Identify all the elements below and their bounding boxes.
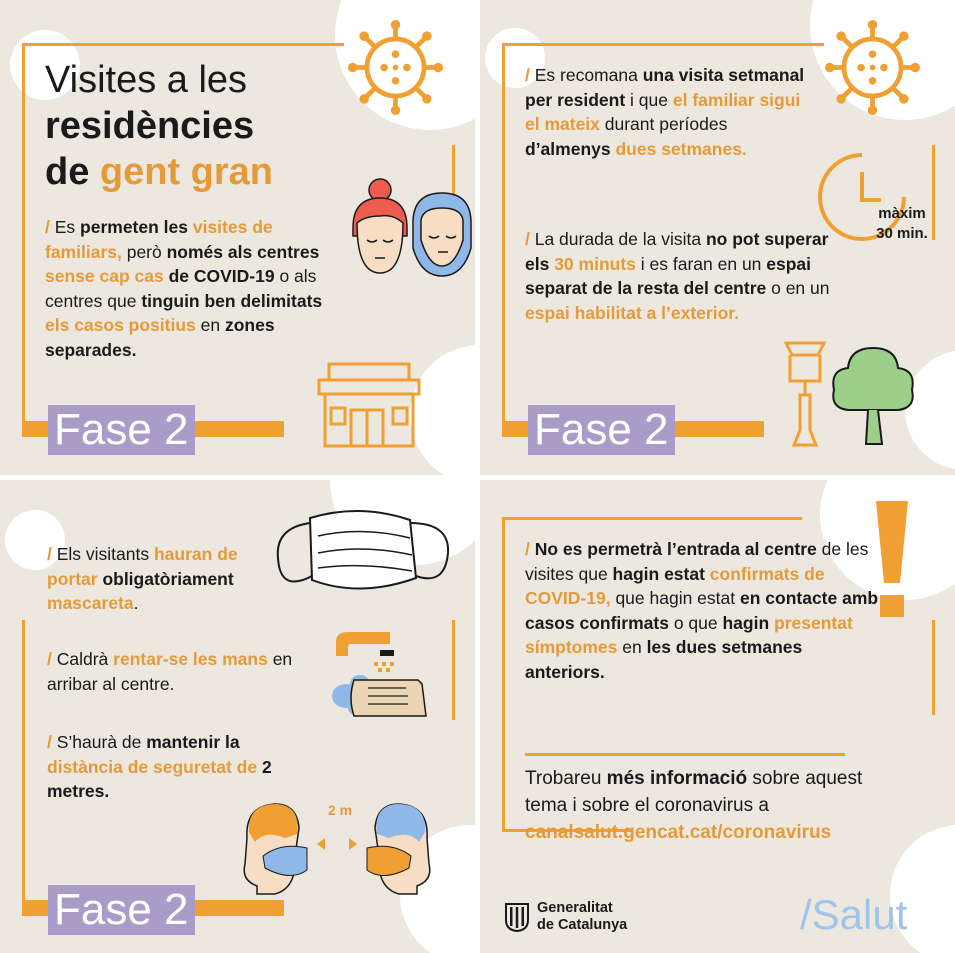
frame-left xyxy=(22,43,25,428)
frame-top xyxy=(502,43,824,46)
frame-left xyxy=(502,43,505,428)
panel-visit-frequency xyxy=(480,0,955,475)
panel-safety-measures xyxy=(0,480,475,953)
hand-washing-icon xyxy=(328,628,433,720)
frame-left xyxy=(502,517,505,832)
mask-text: / Els visitants hauran de portar obligatòriament mascareta. xyxy=(47,544,238,613)
handwash-text: / Caldrà rentar-se les mans en arribar al centre. xyxy=(47,649,293,694)
salut-logo: /Salut xyxy=(800,891,908,938)
phase-label: Fase 2 xyxy=(48,885,195,935)
distance-text: / S’haurà de mantenir la distància de seguretat de 2 metres. xyxy=(47,732,272,801)
elderly-faces-icon xyxy=(345,178,475,278)
visit-duration-text: / La durada de la visita no pot superar els 30 minuts i es faran en un espai separat de la resta del centre o en un espai habilitat a l’exterior. xyxy=(525,229,830,323)
frame-top xyxy=(22,43,344,46)
generalitat-name: Generalitat de Catalunya xyxy=(537,900,628,933)
face-mask-icon xyxy=(270,498,455,608)
frame-left xyxy=(22,620,25,910)
panel-visits-intro xyxy=(0,0,475,475)
frame-top xyxy=(502,517,802,520)
street-lamp-icon xyxy=(780,335,830,450)
frame-right xyxy=(932,620,935,715)
page-title: Visites a les residències de gent gran xyxy=(45,59,274,193)
coronavirus-info-link[interactable]: canalsalut.gencat.cat/coronavirus xyxy=(525,822,832,843)
coronavirus-icon xyxy=(348,20,443,115)
frame-right xyxy=(452,620,455,720)
panel1-paragraph: / Es permeten les visites de familiars, però només als centres sense cap cas de COVID-19 o als centres que tinguin ben delimitats els casos positius en zones separades. xyxy=(45,217,323,360)
phase-label: Fase 2 xyxy=(528,405,675,455)
info-divider xyxy=(525,753,845,756)
phase-label: Fase 2 xyxy=(48,405,195,455)
building-icon xyxy=(315,360,423,450)
restriction-text: / No es permetrà l’entrada al centre de les visites que hagin estat confirmats de COVID-19, que hagin estat en contacte amb casos confirmats o que hagin presentat símptomes en les dues setmanes anteriors. xyxy=(525,539,879,682)
coronavirus-icon xyxy=(825,20,920,115)
panel-restrictions xyxy=(480,480,955,953)
generalitat-logo xyxy=(504,902,530,932)
tree-icon xyxy=(828,340,918,450)
more-info-text: Trobareu més informació sobre aquest tema i sobre el coronavirus a canalsalut.gencat.cat/coronavirus xyxy=(525,768,863,843)
clock-label: màxim 30 min. xyxy=(876,205,928,242)
distance-label: 2 m xyxy=(327,802,353,818)
visit-frequency-text: / Es recomana una visita setmanal per resident i que el familiar sigui el mateix durant períodes d’almenys dues setmanes. xyxy=(525,65,805,159)
